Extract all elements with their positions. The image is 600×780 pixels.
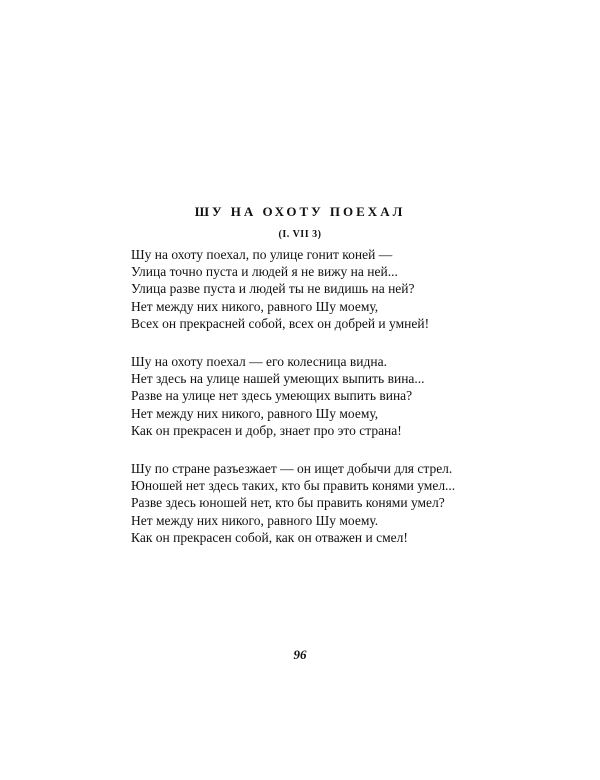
poem-body [131, 246, 491, 567]
poem-line: Шу на охоту поехал, по улице гонит коней — [131, 247, 393, 262]
stanza-3 [131, 460, 491, 546]
stanza-1 [131, 246, 491, 332]
poem-line: Нет между них никого, равного Шу моему. [131, 512, 379, 528]
poem-line: Разве здесь юношей нет, кто бы править конями умел? [131, 495, 445, 511]
poem-line: Шу по стране разъезжает — он ищет добычи для стрел. [131, 461, 453, 477]
poem-line: Нет здесь на улице нашей умеющих выпить вина... [131, 371, 425, 387]
poem-line: Улица точно пуста и людей я не вижу на ней... [131, 264, 398, 280]
poem-line: Шу на охоту поехал — его колесница видна. [131, 354, 387, 370]
poem-line: Юношей нет здесь таких, кто бы править конями умел... [131, 478, 456, 494]
poem-line: Как он прекрасен и добр, знает про это страна! [131, 422, 402, 438]
poem-line: Нет между них никого, равного Шу моему, [131, 405, 379, 421]
stanza-2 [131, 353, 491, 439]
poem-reference: (I. VII 3) [278, 229, 322, 240]
page-number: 96 [293, 647, 307, 662]
poem-line: Как он прекрасен собой, как он отважен и смел! [131, 529, 408, 545]
poem-line: Всех он прекрасней собой, всех он добрей и умней! [131, 315, 430, 331]
poem-title: ШУ НА ОХОТУ ПОЕХАЛ [194, 204, 406, 219]
poem-line: Нет между них никого, равного Шу моему, [131, 298, 379, 314]
poem-line: Разве на улице нет здесь умеющих выпить вина? [131, 388, 413, 404]
poem-line: Улица разве пуста и людей ты не видишь на ней? [131, 281, 415, 297]
